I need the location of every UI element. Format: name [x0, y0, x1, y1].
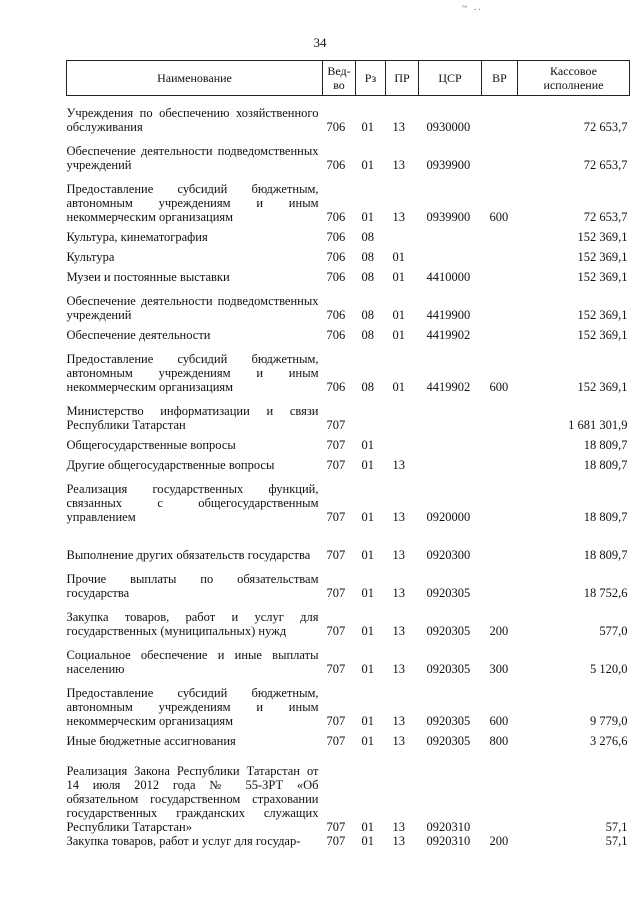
table-row [67, 834, 630, 872]
table-row [67, 244, 630, 264]
table-body [67, 96, 630, 872]
header-csr: ЦСР [419, 61, 482, 96]
cell-pr: 01 [392, 269, 405, 284]
cell-rz: 08 [361, 229, 374, 244]
cell-pr: 13 [392, 547, 405, 562]
cell-cash: 18 809,7 [583, 437, 628, 452]
cell-vr [482, 244, 518, 264]
cell-csr [419, 244, 482, 264]
cell-vr [482, 562, 518, 600]
cell-rz: 01 [361, 457, 374, 472]
cell-rz: 08 [361, 269, 374, 284]
cell-name: Реализация Закона Республики Татарстан от 14 июля 2012 года № 55-ЗРТ «Об обязательном государственном страховании государственных гражданских служащих Республики Татарстан» [66, 763, 319, 834]
cell-pr: 13 [392, 661, 405, 676]
cell-csr [419, 432, 482, 452]
cell-csr: 4410000 [426, 269, 471, 284]
table-row [67, 96, 630, 134]
cell-pr [386, 224, 419, 244]
table-row [67, 284, 630, 322]
cell-rz: 01 [361, 833, 374, 848]
cell-cash: 72 653,7 [583, 157, 628, 172]
cell-csr: 0930000 [426, 119, 471, 134]
cell-vedom: 706 [326, 327, 346, 342]
cell-name: Закупка товаров, работ и услуг для государственных (муниципальных) нужд [66, 609, 319, 638]
cell-vedom: 707 [326, 833, 346, 848]
cell-cash: 9 779,0 [590, 713, 628, 728]
cell-rz: 08 [361, 249, 374, 264]
cell-name: Прочие выплаты по обязательствам государства [66, 571, 319, 600]
cell-csr: 0920305 [426, 733, 471, 748]
cell-rz: 01 [361, 623, 374, 638]
cell-rz: 01 [361, 819, 374, 834]
cell-csr: 0920305 [426, 623, 471, 638]
table-row [67, 322, 630, 342]
cell-pr: 13 [392, 833, 405, 848]
cell-cash: 1 681 301,9 [568, 417, 628, 432]
cell-csr: 0920305 [426, 661, 471, 676]
cell-vedom: 707 [326, 819, 346, 834]
cell-vr: 200 [489, 833, 509, 848]
cell-vr: 600 [489, 379, 509, 394]
cell-rz: 01 [361, 509, 374, 524]
cell-vr [482, 284, 518, 322]
cell-rz: 08 [361, 327, 374, 342]
table-header [67, 61, 630, 96]
cell-cash: 18 809,7 [583, 509, 628, 524]
cell-name: Иные бюджетные ассигнования [66, 733, 236, 748]
cell-pr: 13 [392, 713, 405, 728]
cell-pr: 13 [392, 819, 405, 834]
cell-name: Предоставление субсидий бюджетным, автономным учреждениям и иным некоммерческим организациям [66, 685, 319, 728]
table-row [67, 638, 630, 676]
cell-name: Обеспечение деятельности [66, 327, 211, 342]
cell-vedom: 707 [326, 457, 346, 472]
header-vedom: Вед-во [323, 61, 356, 96]
cell-name: Музеи и постоянные выставки [66, 269, 230, 284]
cell-cash: 57,1 [605, 833, 628, 848]
cell-cash: 152 369,1 [577, 269, 628, 284]
cell-csr: 0920000 [426, 509, 471, 524]
cell-vedom: 707 [326, 417, 346, 432]
cell-pr: 13 [392, 119, 405, 134]
cell-pr: 13 [392, 157, 405, 172]
cell-vedom: 707 [326, 733, 346, 748]
table-row [67, 728, 630, 748]
cell-vedom: 706 [326, 307, 346, 322]
cell-name: Социальное обеспечение и иные выплаты населению [66, 647, 319, 676]
cell-cash: 72 653,7 [583, 119, 628, 134]
cell-vr [482, 134, 518, 172]
cell-vedom: 706 [326, 209, 346, 224]
cell-vr: 300 [489, 661, 509, 676]
cell-name: Предоставление субсидий бюджетным, автономным учреждениям и иным некоммерческим организациям [66, 181, 319, 224]
cell-cash: 152 369,1 [577, 229, 628, 244]
cell-vr [482, 96, 518, 134]
cell-name: Обеспечение деятельности подведомственных учреждений [66, 293, 319, 322]
cell-rz: 01 [361, 733, 374, 748]
cell-vedom: 706 [326, 269, 346, 284]
cell-cash: 152 369,1 [577, 249, 628, 264]
cell-pr: 01 [392, 249, 405, 264]
header-cash: Кассовое исполнение [518, 61, 630, 96]
cell-name: Другие общегосударственные вопросы [66, 457, 275, 472]
table-row [67, 562, 630, 600]
cell-vr: 800 [489, 733, 509, 748]
table-row [67, 472, 630, 524]
cell-cash: 18 809,7 [583, 547, 628, 562]
cell-pr: 13 [392, 457, 405, 472]
cell-pr: 13 [392, 209, 405, 224]
cell-name: Культура, кинематография [66, 229, 208, 244]
table-row [67, 224, 630, 244]
cell-vr [482, 394, 518, 432]
cell-vedom: 706 [326, 249, 346, 264]
cell-vedom: 707 [326, 509, 346, 524]
budget-table [66, 60, 630, 872]
cell-pr: 01 [392, 327, 405, 342]
cell-vedom: 707 [326, 623, 346, 638]
scan-mark: ~ .. [462, 2, 483, 13]
cell-vr: 600 [489, 713, 509, 728]
cell-vr: 200 [489, 623, 509, 638]
cell-csr: 0920300 [426, 547, 471, 562]
cell-vedom: 706 [326, 229, 346, 244]
cell-rz: 01 [361, 547, 374, 562]
cell-name: Культура [66, 249, 115, 264]
cell-cash: 57,1 [605, 819, 628, 834]
page-number: 34 [313, 35, 327, 50]
cell-rz: 01 [361, 209, 374, 224]
cell-vedom: 707 [326, 585, 346, 600]
cell-vr [482, 524, 518, 562]
cell-csr: 4419902 [426, 379, 471, 394]
cell-csr [419, 224, 482, 244]
cell-pr: 01 [392, 307, 405, 322]
cell-csr: 0939900 [426, 157, 471, 172]
cell-csr: 0920305 [426, 713, 471, 728]
table-row [67, 676, 630, 728]
cell-vedom: 707 [326, 547, 346, 562]
cell-vedom: 707 [326, 437, 346, 452]
cell-rz: 01 [361, 713, 374, 728]
cell-cash: 18 752,6 [583, 585, 628, 600]
table-row [67, 172, 630, 224]
cell-pr: 01 [392, 379, 405, 394]
cell-vedom: 707 [326, 713, 346, 728]
cell-rz: 01 [361, 585, 374, 600]
cell-cash: 72 653,7 [583, 209, 628, 224]
table-row [67, 394, 630, 432]
cell-vr [482, 224, 518, 244]
cell-vedom: 706 [326, 119, 346, 134]
header-name: Наименование [67, 61, 323, 96]
table-row [67, 524, 630, 562]
cell-pr: 13 [392, 733, 405, 748]
cell-cash: 577,0 [599, 623, 628, 638]
cell-name: Реализация государственных функций, связанных с общегосударственным управлением [66, 481, 319, 524]
cell-csr: 0939900 [426, 209, 471, 224]
cell-rz: 08 [361, 307, 374, 322]
table-row [67, 342, 630, 394]
cell-vr [482, 472, 518, 524]
cell-vedom: 707 [326, 661, 346, 676]
cell-name: Закупка товаров, работ и услуг для государ- [66, 833, 301, 848]
table-row [67, 134, 630, 172]
cell-pr: 13 [392, 623, 405, 638]
cell-cash: 152 369,1 [577, 379, 628, 394]
header-pr: ПР [386, 61, 419, 96]
cell-name: Учреждения по обеспечению хозяйственного обслуживания [66, 105, 319, 134]
cell-vr [482, 264, 518, 284]
table-row [67, 600, 630, 638]
cell-pr: 13 [392, 509, 405, 524]
table-row [67, 748, 630, 834]
cell-cash: 152 369,1 [577, 327, 628, 342]
cell-vr [482, 452, 518, 472]
cell-name: Министерство информатизации и связи Республики Татарстан [66, 403, 319, 432]
cell-vedom: 706 [326, 379, 346, 394]
table-row [67, 452, 630, 472]
cell-csr [419, 452, 482, 472]
cell-pr [386, 432, 419, 452]
cell-csr: 0920305 [426, 585, 471, 600]
cell-csr [419, 394, 482, 432]
cell-name: Обеспечение деятельности подведомственных учреждений [66, 143, 319, 172]
cell-cash: 3 276,6 [590, 733, 628, 748]
cell-pr: 13 [392, 585, 405, 600]
cell-csr: 0920310 [426, 819, 471, 834]
cell-name: Общегосударственные вопросы [66, 437, 236, 452]
cell-vr [482, 748, 518, 834]
cell-csr: 0920310 [426, 833, 471, 848]
cell-rz [356, 394, 386, 432]
table-row [67, 264, 630, 284]
header-rz: Рз [356, 61, 386, 96]
cell-csr: 4419900 [426, 307, 471, 322]
cell-csr: 4419902 [426, 327, 471, 342]
cell-name: Выполнение других обязательств государства [66, 547, 311, 562]
cell-vr [482, 432, 518, 452]
cell-vr: 600 [489, 209, 509, 224]
cell-rz: 01 [361, 119, 374, 134]
cell-rz: 01 [361, 437, 374, 452]
cell-vr [482, 322, 518, 342]
header-vr: ВР [482, 61, 518, 96]
cell-cash: 5 120,0 [590, 661, 628, 676]
cell-cash: 152 369,1 [577, 307, 628, 322]
cell-rz: 01 [361, 661, 374, 676]
cell-rz: 08 [361, 379, 374, 394]
cell-cash: 18 809,7 [583, 457, 628, 472]
table-row [67, 432, 630, 452]
cell-name: Предоставление субсидий бюджетным, автономным учреждениям и иным некоммерческим организациям [66, 351, 319, 394]
cell-pr [386, 394, 419, 432]
cell-vedom: 706 [326, 157, 346, 172]
cell-rz: 01 [361, 157, 374, 172]
